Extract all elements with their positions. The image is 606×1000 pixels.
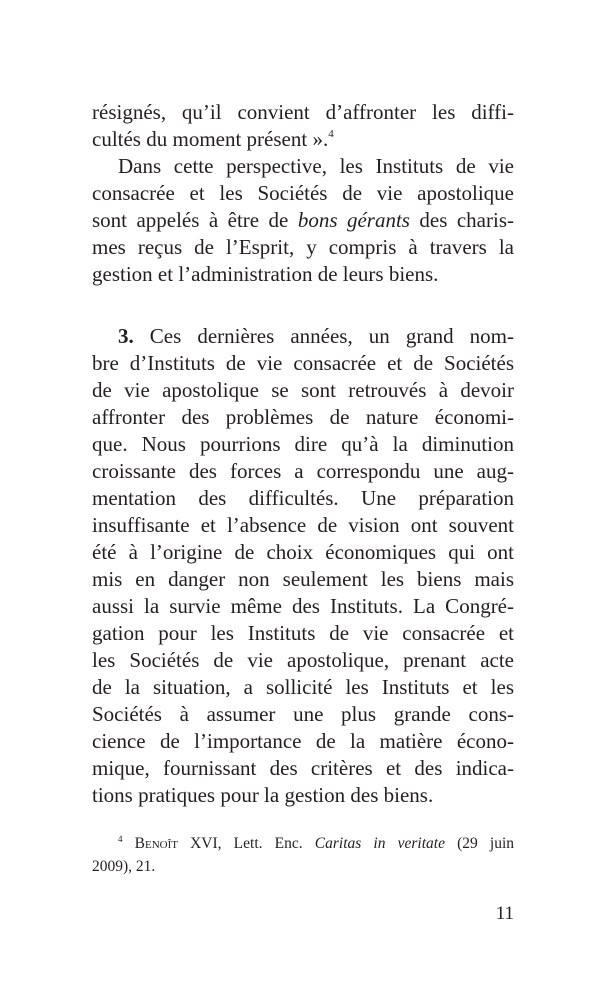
text-line: mique, fournissant des critères et des indica- — [92, 756, 514, 780]
text-line: insuffisante et l’absence de vision ont souvent — [92, 513, 514, 537]
footnote-number: 4 — [118, 834, 123, 844]
text-line: croissante des forces a correspondu une aug- — [92, 459, 514, 483]
text-line: mentation des difficultés. Une préparation — [92, 486, 514, 510]
text-line: affronter des problèmes de nature économi- — [92, 405, 514, 429]
text-line: Dans cette perspective, les Instituts de vie — [118, 154, 514, 178]
paragraph-3 — [92, 323, 514, 809]
text-line: cience de l’importance de la matière écono- — [92, 729, 514, 753]
text-line: de la situation, a sollicité les Instituts et les — [92, 675, 514, 699]
footnote — [92, 832, 514, 878]
text-segment: des charis- — [419, 208, 514, 232]
text-line: aussi la survie même des Instituts. La Congré- — [92, 594, 514, 618]
text-line: que. Nous pourrions dire qu’à la diminution — [92, 432, 514, 456]
body-text — [92, 99, 514, 809]
italic-phrase: bons gérants — [297, 208, 410, 232]
text-line: été à l’origine de choix économiques qui ont — [92, 540, 514, 564]
paragraph-number: 3. — [118, 324, 134, 348]
text-line: mes reçus de l’Esprit, y compris à travers la — [92, 235, 514, 259]
footnote-line — [92, 832, 514, 855]
text-segment: Ces dernières années, un grand nom- — [149, 324, 515, 348]
text-line: gation pour les Instituts de vie consacrée et — [92, 621, 514, 645]
text-segment: XVI, Lett. Enc. — [190, 835, 303, 852]
paragraph-1 — [92, 99, 514, 153]
text-line-content: cultés du moment présent ». — [92, 127, 329, 151]
footnote-author: Benoît — [134, 835, 178, 852]
text-line: mis en danger non seulement les biens mais — [92, 567, 514, 591]
text-line: de vie apostolique se sont retrouvés à devoir — [92, 378, 514, 402]
page-number: 11 — [495, 903, 514, 924]
text-segment: (29 juin — [457, 835, 515, 852]
text-line — [92, 207, 514, 234]
text-line: tions pratiques pour la gestion des biens. — [92, 783, 434, 807]
text-line: les Sociétés de vie apostolique, prenant acte — [92, 648, 514, 672]
footnote-line: 2009), 21. — [92, 858, 156, 875]
text-line: bre d’Instituts de vie consacrée et de Sociétés — [92, 351, 514, 375]
text-line: Sociétés à assumer une plus grande cons- — [92, 702, 514, 726]
text-line — [92, 126, 514, 153]
paragraph-2 — [92, 153, 514, 288]
footnote-reference: 4 — [328, 128, 334, 140]
text-line: résignés, qu’il convient d’affronter les diffi- — [92, 100, 514, 124]
text-segment: sont appelés à être de — [92, 208, 289, 232]
text-line: consacrée et les Sociétés de vie apostolique — [92, 181, 514, 205]
text-line: gestion et l’administration de leurs biens. — [92, 262, 439, 286]
text-line — [92, 323, 514, 350]
footnote-title: Caritas in veritate — [314, 835, 445, 852]
